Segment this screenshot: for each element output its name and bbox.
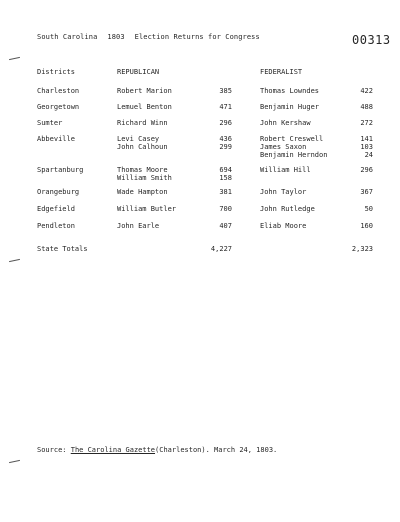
- federalist-candidates: [260, 103, 319, 111]
- republican-candidates: [117, 166, 172, 182]
- candidate-name: Robert Creswell: [260, 135, 324, 143]
- margin-mark: [9, 259, 20, 262]
- candidate-name: John Calhoun: [117, 143, 168, 151]
- margin-mark: [9, 460, 20, 463]
- vote-count: 488: [360, 103, 373, 111]
- vote-count: 422: [360, 87, 373, 95]
- district-name: Charleston: [37, 87, 80, 95]
- candidate-name: Thomas Moore: [117, 166, 168, 174]
- candidate-name: Benjamin Huger: [260, 103, 320, 111]
- candidate-name: William Hill: [260, 166, 311, 174]
- header-state: South Carolina: [37, 33, 98, 41]
- vote-count: 272: [360, 119, 373, 127]
- candidate-name: James Saxon: [260, 143, 307, 151]
- district-name: Edgefield: [37, 205, 75, 213]
- header-year: 1803: [107, 33, 125, 41]
- republican-candidates: [117, 135, 168, 151]
- federalist-votes: [360, 119, 373, 127]
- vote-count: 141: [360, 135, 373, 143]
- district-name: Abbeville: [37, 135, 75, 143]
- republican-total: 4,227: [210, 245, 232, 253]
- district-name: Sumter: [37, 119, 63, 127]
- header-title: Election Returns for Congress: [134, 33, 260, 41]
- vote-count: 471: [219, 103, 232, 111]
- federalist-column-header: FEDERALIST: [260, 68, 303, 76]
- vote-count: 103: [360, 143, 373, 151]
- republican-candidates: [117, 119, 168, 127]
- source-title: The Carolina Gazette: [70, 446, 156, 454]
- vote-count: 700: [219, 205, 232, 213]
- candidate-name: Wade Hampton: [117, 188, 168, 196]
- candidate-name: Robert Marion: [117, 87, 172, 95]
- candidate-name: Eliab Moore: [260, 222, 307, 230]
- district-name: Spartanburg: [37, 166, 84, 174]
- federalist-candidates: [260, 87, 319, 95]
- source-prefix: Source:: [37, 446, 67, 454]
- document-header: [37, 33, 260, 41]
- federalist-candidates: [260, 119, 311, 127]
- republican-votes: [219, 87, 232, 95]
- federalist-votes: [365, 205, 373, 213]
- federalist-votes: [360, 222, 373, 230]
- source-citation: [37, 446, 277, 454]
- vote-count: 694: [219, 166, 232, 174]
- federalist-votes: [360, 135, 373, 159]
- candidate-name: John Taylor: [260, 188, 307, 196]
- candidate-name: John Kershaw: [260, 119, 311, 127]
- candidate-name: William Smith: [117, 174, 172, 182]
- vote-count: 160: [360, 222, 373, 230]
- vote-count: 50: [364, 205, 373, 213]
- vote-count: 24: [364, 151, 373, 159]
- candidate-name: John Earle: [117, 222, 160, 230]
- vote-count: 385: [219, 87, 232, 95]
- vote-count: 296: [360, 166, 373, 174]
- candidate-name: Lemuel Benton: [117, 103, 172, 111]
- totals-label: State Totals: [37, 245, 88, 253]
- federalist-votes: [360, 188, 373, 196]
- vote-count: 158: [219, 174, 232, 182]
- vote-count: 381: [219, 188, 232, 196]
- vote-count: 367: [360, 188, 373, 196]
- republican-candidates: [117, 222, 159, 230]
- republican-column-header: REPUBLICAN: [117, 68, 160, 76]
- republican-votes: [219, 222, 232, 230]
- candidate-name: Richard Winn: [117, 119, 168, 127]
- federalist-candidates: [260, 205, 315, 213]
- republican-candidates: [117, 103, 172, 111]
- vote-count: 296: [219, 119, 232, 127]
- federalist-votes: [360, 166, 373, 174]
- vote-count: 299: [219, 143, 232, 151]
- candidate-name: William Butler: [117, 205, 177, 213]
- district-name: Orangeburg: [37, 188, 80, 196]
- republican-votes: [219, 205, 232, 213]
- federalist-candidates: [260, 135, 327, 159]
- page-number: 00313: [352, 33, 391, 47]
- margin-mark: [9, 57, 20, 60]
- vote-count: 436: [219, 135, 232, 143]
- districts-column-header: Districts: [37, 68, 75, 76]
- candidate-name: John Rutledge: [260, 205, 315, 213]
- republican-candidates: [117, 87, 172, 95]
- republican-votes: [219, 166, 232, 182]
- republican-votes: [219, 188, 232, 196]
- republican-candidates: [117, 188, 168, 196]
- federalist-total: 2,323: [351, 245, 373, 253]
- candidate-name: Levi Casey: [117, 135, 160, 143]
- republican-votes: [219, 103, 232, 111]
- federalist-candidates: [260, 166, 311, 174]
- federalist-candidates: [260, 188, 306, 196]
- candidate-name: Benjamin Herndon: [260, 151, 328, 159]
- federalist-votes: [360, 87, 373, 95]
- federalist-votes: [360, 103, 373, 111]
- federalist-candidates: [260, 222, 306, 230]
- republican-candidates: [117, 205, 176, 213]
- source-rest: (Charleston). March 24, 1803.: [155, 446, 278, 454]
- district-name: Georgetown: [37, 103, 80, 111]
- candidate-name: Thomas Lowndes: [260, 87, 320, 95]
- vote-count: 407: [219, 222, 232, 230]
- republican-votes: [219, 135, 232, 151]
- district-name: Pendleton: [37, 222, 75, 230]
- republican-votes: [219, 119, 232, 127]
